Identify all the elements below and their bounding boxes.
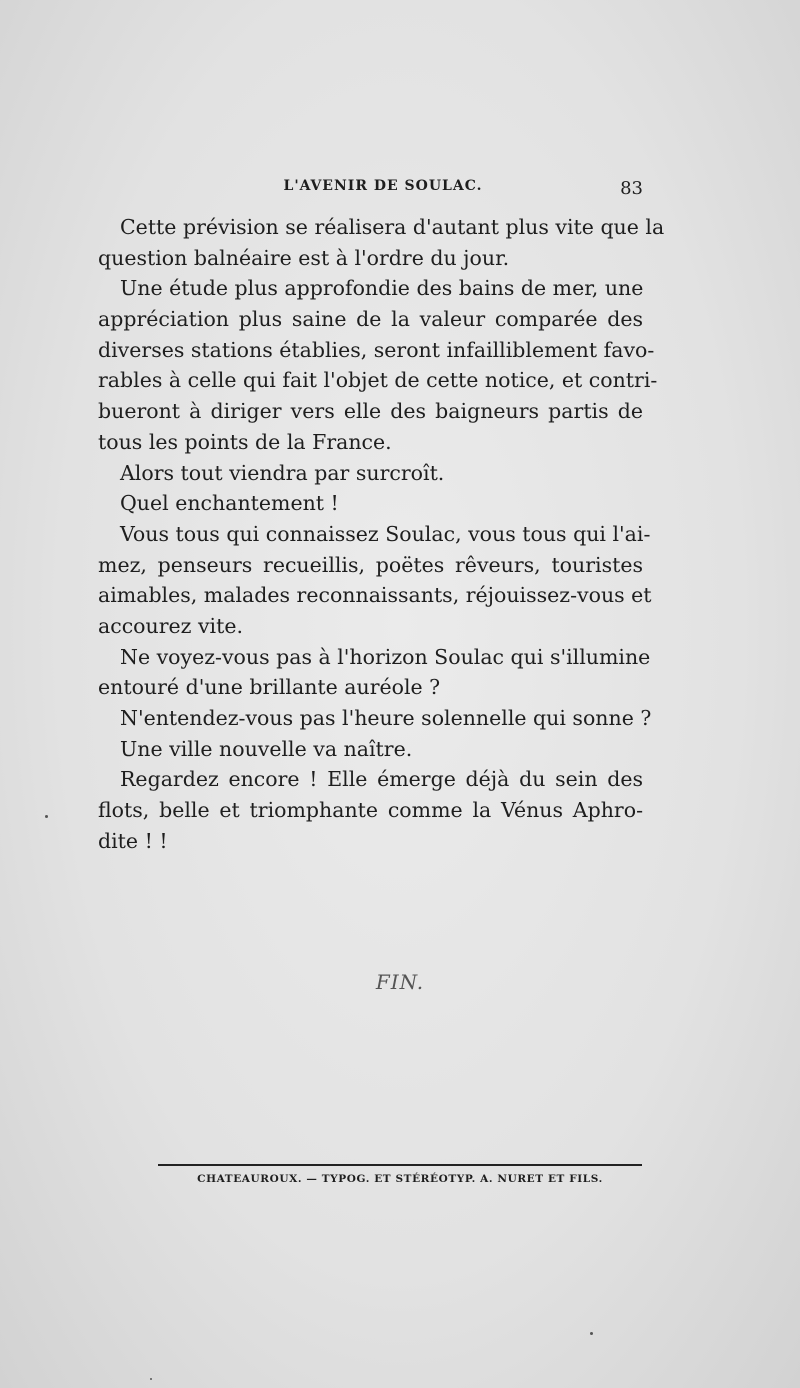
text-line: diverses stations établies, seront infailliblement favo- — [98, 337, 655, 362]
ink-speck — [150, 1378, 152, 1380]
ink-speck — [45, 815, 48, 818]
text-line: Vous tous qui connaissez Soulac, vous tous qui l'ai- — [120, 521, 651, 546]
ink-speck — [590, 1332, 593, 1335]
text-line: Regardez encore ! Elle émerge déjà du sein des — [120, 767, 643, 792]
text-line: mez, penseurs recueillis, poëtes rêveurs, touristes — [98, 552, 643, 577]
text-line: tous les points de la France. — [98, 429, 392, 454]
text-line: appréciation plus saine de la valeur comparée des — [98, 307, 643, 332]
page-number: 83 — [620, 178, 643, 199]
body-text — [98, 212, 665, 856]
text-line: Quel enchantement ! — [120, 491, 339, 516]
text-line: Une ville nouvelle va naître. — [120, 736, 413, 761]
text-line: entouré d'une brillante auréole ? — [98, 675, 441, 700]
text-line: Ne voyez-vous pas à l'horizon Soulac qui s'illumine — [120, 644, 651, 669]
text-line: Une étude plus approfondie des bains de mer, une — [120, 276, 644, 301]
text-line: accourez vite. — [98, 613, 244, 638]
running-title: L'AVENIR DE SOULAC. — [283, 178, 483, 194]
text-line: flots, belle et triomphante comme la Vénus Aphro- — [98, 798, 643, 823]
text-line: Alors tout viendra par surcroît. — [120, 460, 445, 485]
text-line: dite ! ! — [98, 828, 168, 853]
text-line: bueront à diriger vers elle des baigneurs partis de — [98, 399, 643, 424]
text-line: aimables, malades reconnaissants, réjouissez-vous et — [98, 583, 652, 608]
closing-word: FIN. — [375, 970, 425, 994]
running-head — [123, 178, 643, 200]
text-line: Cette prévision se réalisera d'autant plus vite que la — [120, 215, 665, 239]
text-line: rables à celle qui fait l'objet de cette notice, et contri- — [98, 368, 658, 393]
text-line: N'entendez-vous pas l'heure solennelle qui sonne ? — [120, 706, 652, 730]
imprint-rule — [158, 1164, 642, 1166]
printer-imprint: CHATEAUROUX. — TYPOG. ET STÉRÉOTYP. A. NURET ET FILS. — [197, 1173, 603, 1185]
text-line: question balnéaire est à l'ordre du jour. — [98, 245, 510, 270]
